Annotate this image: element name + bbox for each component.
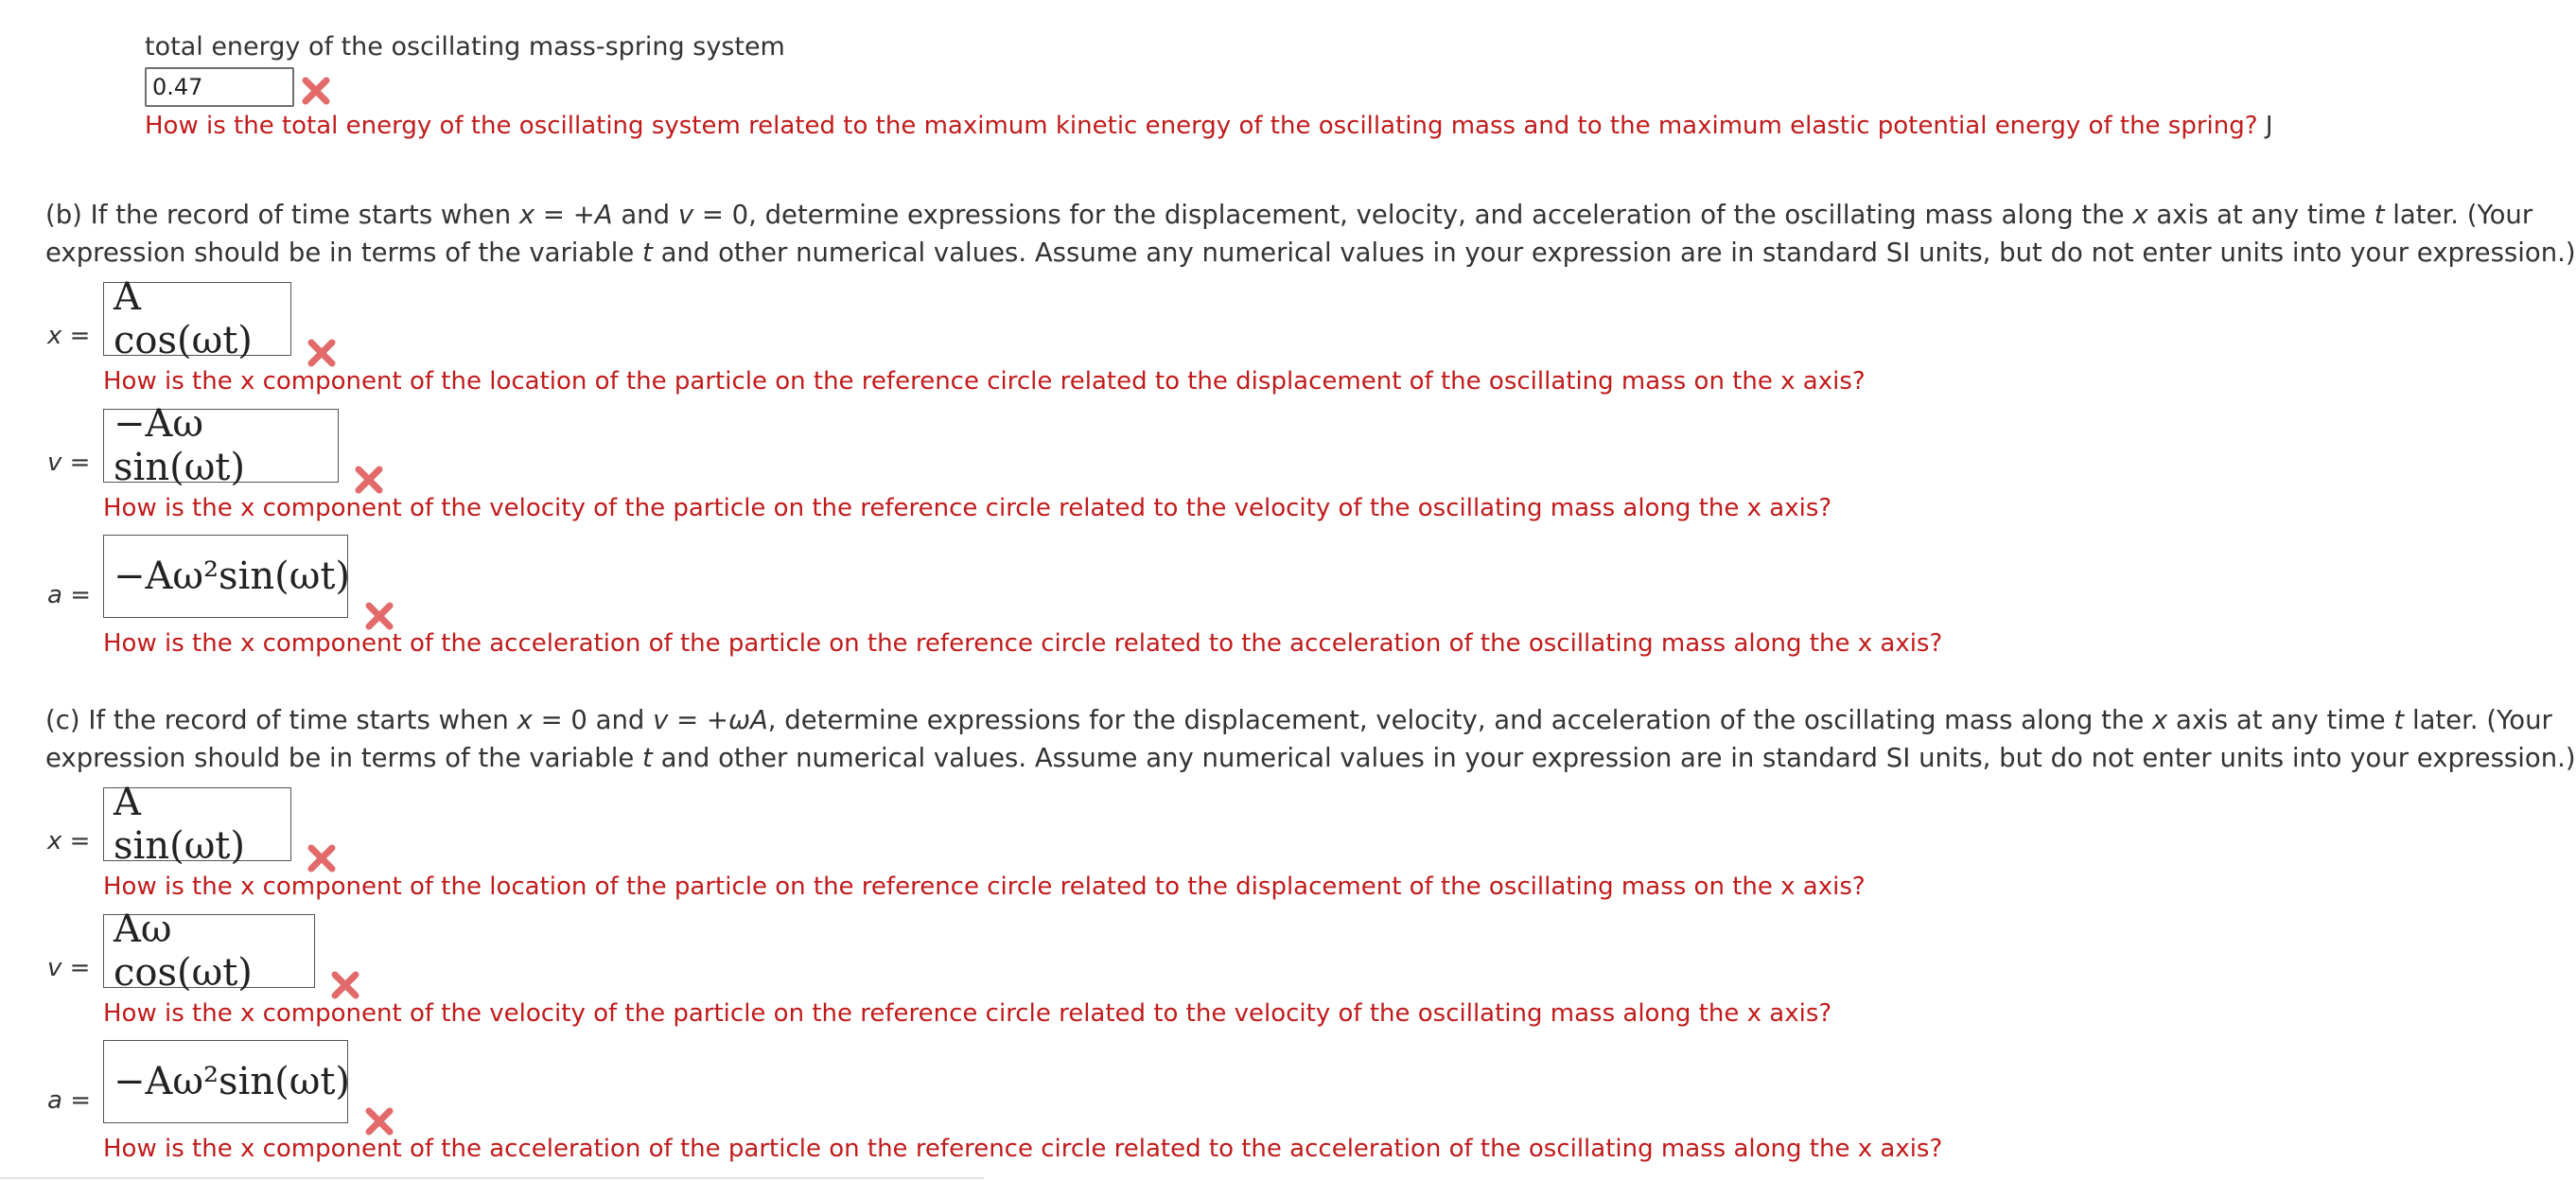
x-mark-icon [363, 600, 395, 632]
part-c-line2: expression should be in terms of the variable t and other numerical values. Assume any numerical values in your expression are in standard SI units, but do not enter units into your expression.) [45, 743, 2576, 773]
c-a-answer: −Aω²sin(ωt) [114, 1060, 351, 1103]
c-v-label: v = [47, 954, 91, 982]
x-mark-icon [306, 842, 338, 874]
c-x-label: x = [47, 827, 91, 855]
x-mark-icon [306, 337, 338, 369]
energy-question-label: total energy of the oscillating mass-spring system [145, 32, 785, 62]
energy-feedback [145, 112, 2273, 140]
x-mark-icon [329, 969, 361, 1001]
b-x-answer: A cos(ωt) [114, 275, 253, 362]
c-x-feedback: How is the x component of the location of the particle on the reference circle related to the displacement of the oscillating mass on the x axis? [103, 873, 1866, 901]
b-v-answer-box[interactable] [103, 402, 339, 489]
c-v-answer-box[interactable] [103, 908, 315, 995]
b-v-label: v = [47, 449, 91, 477]
b-a-answer-box[interactable] [103, 535, 351, 618]
energy-unit: J [2265, 112, 2273, 140]
b-a-answer: −Aω²sin(ωt) [114, 555, 351, 598]
c-v-answer: Aω cos(ωt) [114, 908, 253, 995]
part-c-instructions [45, 701, 2576, 777]
b-v-answer: −Aω sin(ωt) [114, 402, 245, 489]
x-mark-icon [363, 1105, 395, 1137]
part-c-line1: (c) If the record of time starts when x = 0 and v = +ωA, determine expressions for the displacement, velocity, and acceleration of the oscillating mass along the x axis at any time t later. (Your [45, 705, 2552, 735]
part-b-line2: expression should be in terms of the variable t and other numerical values. Assume any numerical values in your expression are in standard SI units, but do not enter units into your expression.) [45, 238, 2576, 268]
x-mark-icon [353, 464, 385, 496]
total-energy-input[interactable] [145, 67, 294, 107]
b-x-feedback: How is the x component of the location of the particle on the reference circle related to the displacement of the oscillating mass on the x axis? [103, 367, 1866, 396]
c-v-feedback: How is the x component of the velocity of the particle on the reference circle related to the velocity of the oscillating mass along the x axis? [103, 999, 1832, 1028]
part-b-instructions [45, 196, 2576, 272]
c-a-label: a = [47, 1086, 91, 1115]
part-b-line1: (b) If the record of time starts when x = +A and v = 0, determine expressions for the displacement, velocity, and acceleration of the oscillating mass along the x axis at any time t later. (Your [45, 200, 2533, 230]
x-mark-icon [300, 75, 332, 107]
b-a-label: a = [47, 581, 91, 609]
b-a-feedback: How is the x component of the acceleration of the particle on the reference circle related to the acceleration of the oscillating mass along the x axis? [103, 629, 1943, 658]
b-x-label: x = [47, 322, 91, 350]
c-a-answer-box[interactable] [103, 1040, 351, 1123]
c-a-feedback: How is the x component of the acceleration of the particle on the reference circle related to the acceleration of the oscillating mass along the x axis? [103, 1135, 1943, 1163]
c-x-answer-box[interactable] [103, 781, 291, 868]
c-x-answer: A sin(ωt) [114, 781, 245, 868]
energy-feedback-text: How is the total energy of the oscillating system related to the maximum kinetic energy of the oscillating mass and to the maximum elastic potential energy of the spring? [145, 112, 2258, 140]
b-v-feedback: How is the x component of the velocity of the particle on the reference circle related to the velocity of the oscillating mass along the x axis? [103, 494, 1832, 522]
b-x-answer-box[interactable] [103, 275, 291, 362]
section-divider [0, 1177, 984, 1179]
